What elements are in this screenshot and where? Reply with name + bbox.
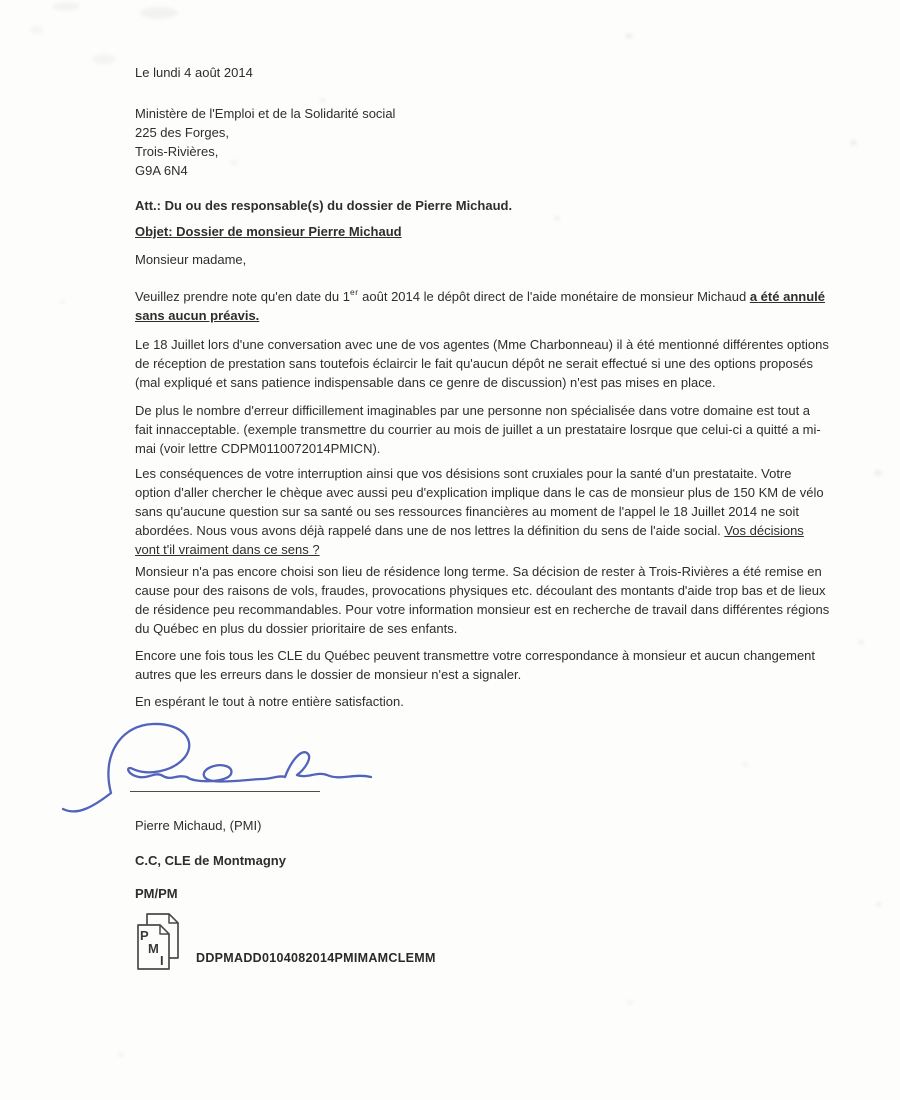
scan-artifact	[858, 640, 864, 645]
signature-block	[135, 723, 830, 816]
recipient-street: 225 des Forges,	[135, 125, 229, 140]
scan-artifact	[850, 140, 857, 146]
stamp-letter-m: M	[148, 941, 159, 956]
recipient-address	[135, 104, 830, 180]
p4-underlined-question: Vos décisions vont t'il vraiment dans ce sens ?	[135, 523, 804, 557]
signature-scribble	[55, 719, 385, 814]
paragraph-5: Monsieur n'a pas encore choisi son lieu de résidence long terme. Sa décision de rester à Trois-Rivières a été remise en cause pour des raisons de vols, fraudes, provocations physiques etc. découlant des montants d'aide trop bas et de lieux de résidence peu recommandables. Pour votre information monsieur est en recherche de travail dans différentes régions du Québec en plus du dossier prioritaire de ses enfants.	[135, 564, 830, 636]
salutation: Monsieur madame,	[135, 252, 247, 267]
scan-artifact	[92, 54, 116, 64]
document-stamp-icon	[135, 912, 182, 971]
recipient-city: Trois-Rivières,	[135, 144, 219, 159]
p1-text-middle: août 2014 le dépôt direct de l'aide monétaire de monsieur Michaud	[358, 289, 750, 304]
paragraph-3: De plus le nombre d'erreur difficillement imaginables par une personne non spécialisée dans votre domaine est tout a fait innacceptable. (exemple transmettre du courrier au mois de juillet a un prestataire losrque que celui-ci a quitté a mi-mai (voir lettre CDPM0110072014PMICN).	[135, 403, 821, 456]
typist-initials: PM/PM	[135, 886, 178, 901]
signature-line	[130, 791, 320, 792]
stamp-letter-i: I	[160, 953, 164, 968]
scan-artifact	[874, 470, 882, 476]
stamp-letter-p: P	[140, 928, 149, 943]
p1-text-start: Veuillez prendre note qu'en date du 1	[135, 289, 350, 304]
scan-artifact	[625, 33, 633, 39]
stamp-back-fold	[169, 914, 178, 923]
p1-emphasis: a été annulé sans aucun préavis.	[135, 289, 825, 323]
signature-stroke	[63, 724, 371, 811]
attention-line: Att.: Du ou des responsable(s) du dossier de Pierre Michaud.	[135, 198, 513, 213]
scan-artifact	[140, 7, 178, 19]
recipient-postal-code: G9A 6N4	[135, 163, 188, 178]
p4-text-start: Les conséquences de votre interruption ainsi que vos désisions sont cruxiales pour la santé d'un prestataite. Votre option d'aller chercher le chèque avec aussi peu d'explication implique dans le cas de monsieur plus de 150 KM de vélo sans qu'aucune question sur sa santé ou ses ressources financières au moment de l'appel le 18 Juillet 2014 ne soit abordées. Nous vous avons déjà rappelé dans une de nos lettres la définition du sens de l'aide social.	[135, 466, 824, 538]
paragraph-1	[135, 283, 830, 325]
closing-line: En espérant le tout à notre entière satisfaction.	[135, 694, 404, 709]
paragraph-6: Encore une fois tous les CLE du Québec peuvent transmettre votre correspondance à monsieur et aucun changement autres que les erreurs dans le dossier de monsieur n'est a signaler.	[135, 648, 816, 682]
subject-text: Objet: Dossier de monsieur Pierre Michaud	[135, 224, 402, 239]
paragraph-2: Le 18 Juillet lors d'une conversation avec une de vos agentes (Mme Charbonneau) il à été mentionné différentes options de réception de prestation sans toutefois éclaircir le fait qu'aucun dépôt ne serait effectué si une des options proposés (mal expliqué et sans patience indispensable dans ce genre de discussion) n'est pas mises en place.	[135, 337, 829, 390]
scan-artifact	[60, 300, 65, 304]
scan-artifact	[30, 26, 44, 34]
reference-code: DDPMADD0104082014PMIMAMCLEMM	[196, 951, 436, 965]
stamp-row	[135, 912, 830, 971]
recipient-name: Ministère de l'Emploi et de la Solidarité social	[135, 106, 396, 121]
scan-artifact	[118, 1052, 124, 1057]
p1-ordinal-superscript: er	[349, 287, 359, 297]
cc-line: C.C, CLE de Montmagny	[135, 853, 286, 868]
scan-artifact	[52, 2, 80, 11]
scan-artifact	[876, 902, 882, 907]
signer-name: Pierre Michaud, (PMI)	[135, 818, 262, 833]
paragraph-4	[135, 464, 830, 559]
subject-line	[135, 222, 830, 241]
letter-date: Le lundi 4 août 2014	[135, 65, 253, 80]
scan-artifact	[627, 1000, 633, 1005]
